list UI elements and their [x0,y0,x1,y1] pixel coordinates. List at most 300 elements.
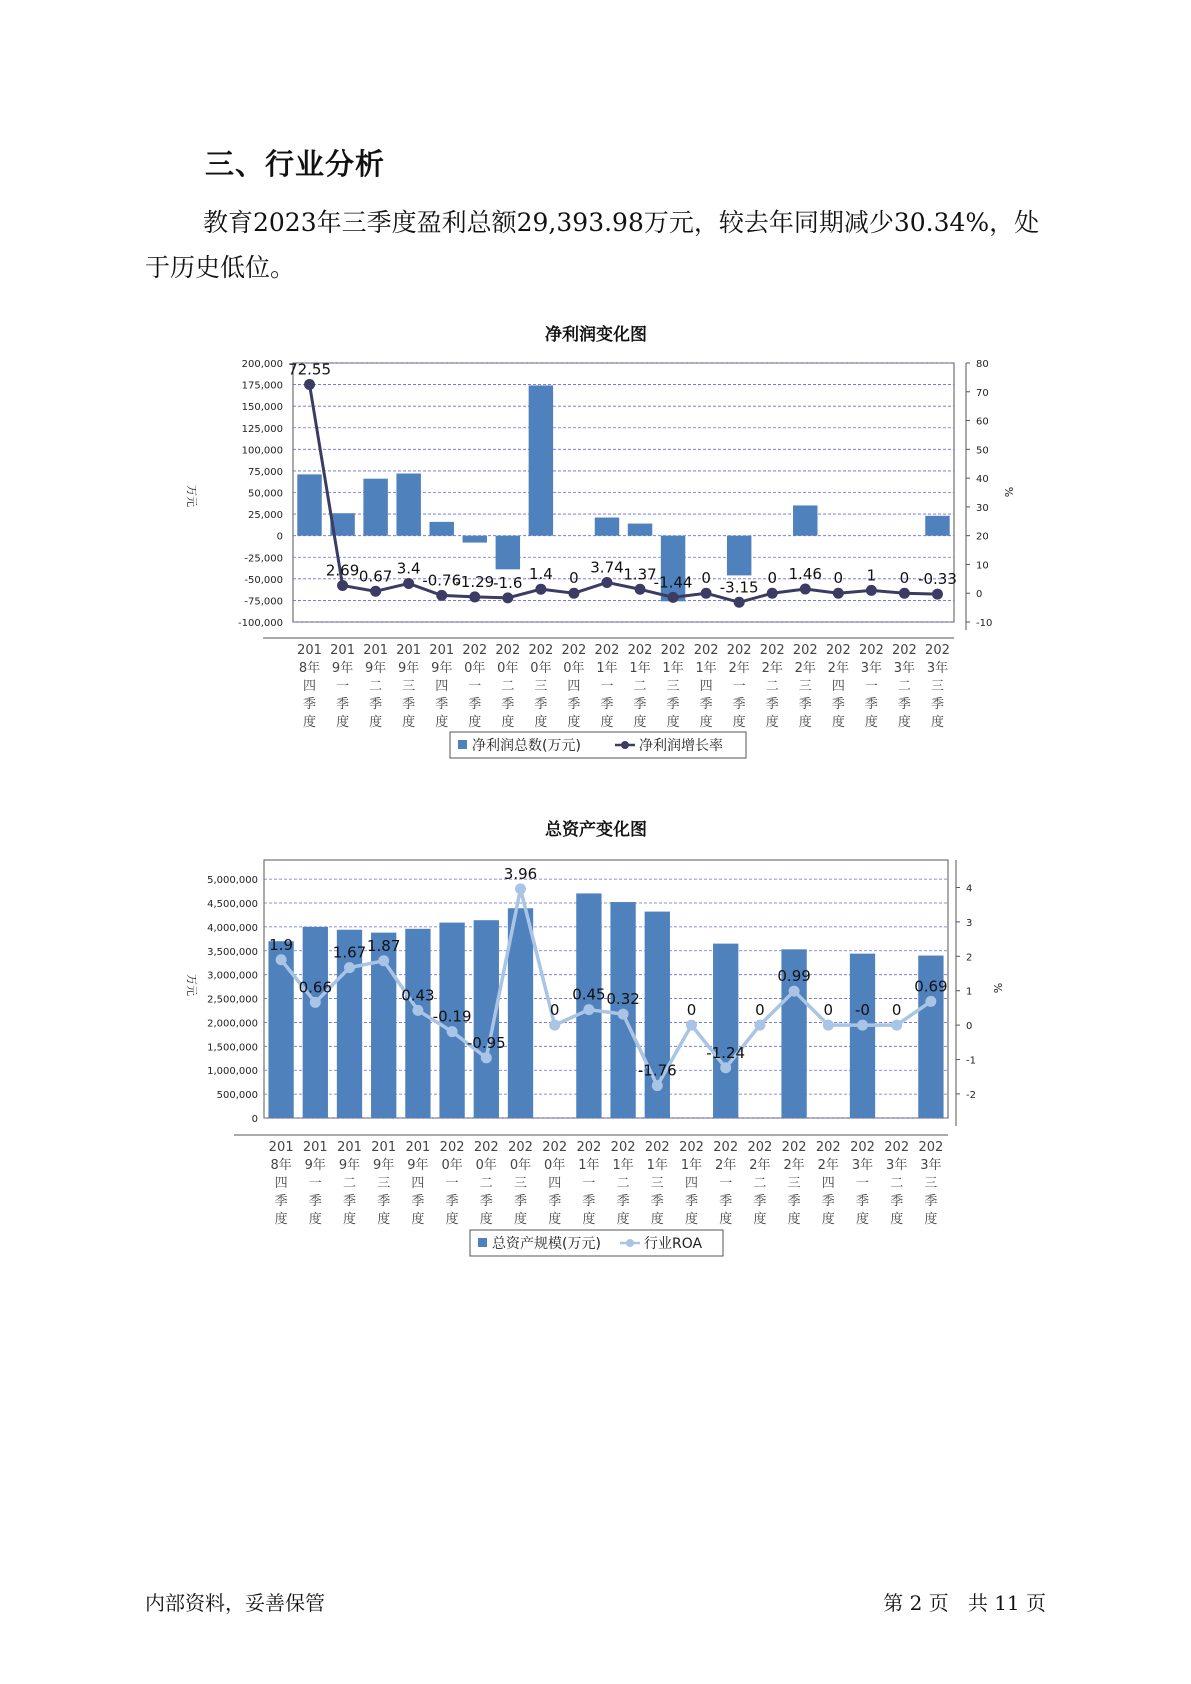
x-tick-label: 9年 [338,1158,361,1173]
line-point [618,1009,629,1020]
x-tick-label: 三 [650,1176,664,1191]
data-label: 1.4 [528,565,553,584]
x-tick-label: 度 [616,1212,630,1227]
x-tick-label: 202 [792,643,818,658]
x-tick-label: 202 [627,643,653,658]
x-tick-label: 度 [411,1212,425,1227]
x-tick-label: 三 [787,1176,801,1191]
x-tick-label: 度 [567,715,581,730]
x-tick-label: 202 [726,643,752,658]
data-label: -0.19 [432,1007,472,1026]
data-label: -1.24 [706,1043,746,1062]
x-tick-label: 202 [759,643,785,658]
x-tick-label: 季 [666,697,680,712]
left-tick-label: 500,000 [216,1090,258,1102]
left-tick-label: 100,000 [241,445,283,457]
x-tick-label: 1年 [662,661,684,676]
x-tick-label: 一 [445,1176,459,1191]
x-tick-label: 202 [439,1140,465,1155]
data-label: 0 [899,569,910,588]
x-tick-label: 度 [336,715,350,730]
x-tick-label: 四 [303,679,317,694]
left-tick-label: -75,000 [244,596,283,608]
line-point [481,1052,492,1063]
x-tick-label: 二 [753,1176,767,1191]
chart-title: 总资产变化图 [545,820,647,840]
x-tick-label: 201 [371,1140,397,1155]
x-tick-label: 201 [268,1140,294,1155]
left-tick-label: 2,500,000 [207,994,258,1006]
x-tick-label: 度 [732,715,746,730]
x-tick-label: 季 [548,1194,562,1209]
legend-bar-swatch [478,1238,487,1247]
bar [405,929,430,1118]
x-tick-label: 季 [855,1194,870,1209]
x-tick-label: 季 [435,697,449,712]
right-tick-label: -1 [966,1055,976,1067]
line-point [344,962,355,973]
line-point [515,883,526,894]
legend-bar-label: 总资产规模(万元) [492,1236,601,1252]
x-tick-label: 202 [495,643,521,658]
x-tick-label: 季 [821,1194,835,1209]
x-tick-label: 度 [821,1212,835,1227]
left-tick-label: 4,500,000 [207,899,258,910]
data-label: 0 [767,569,777,588]
paragraph-text: 教育2023年三季度盈利总额29,393.98万元，较去年同期减少30.34%，处于历史低位。 [145,208,1040,282]
x-tick-label: 1年 [680,1158,703,1173]
x-tick-label: 二 [369,679,383,694]
x-tick-label: 202 [528,643,554,658]
line-point [720,1062,731,1073]
x-tick-label: 度 [582,1212,596,1227]
left-tick-label: 25,000 [248,510,283,522]
line-point [789,986,800,997]
left-axis-label: 万元 [185,485,198,507]
x-tick-label: 度 [684,1212,699,1227]
left-tick-label: 4,000,000 [207,922,258,934]
x-tick-label: 202 [660,643,686,658]
x-tick-label: 季 [924,1194,938,1209]
data-label: 1.37 [623,565,657,584]
x-tick-label: 四 [567,679,581,694]
right-tick-label: 2 [966,952,973,964]
x-tick-label: 季 [369,697,383,712]
x-tick-label: 202 [815,1140,841,1155]
data-label: 1.67 [332,943,367,962]
x-tick-label: 2年 [715,1158,737,1173]
x-tick-label: 季 [831,697,845,712]
x-tick-label: 度 [924,1212,938,1227]
x-tick-label: 度 [831,715,845,730]
x-tick-label: 3年 [886,1158,908,1173]
x-tick-label: 度 [765,715,779,730]
legend-line-label: 行业ROA [644,1236,703,1252]
data-label: 3.96 [503,864,538,883]
x-tick-label: 季 [699,697,713,712]
x-tick-label: 0年 [441,1158,463,1173]
x-tick-label: 季 [411,1194,425,1209]
x-tick-label: 度 [719,1212,733,1227]
x-tick-label: 2年 [794,661,816,676]
x-tick-label: 四 [411,1176,425,1191]
x-tick-label: 二 [479,1176,493,1191]
x-tick-label: 0年 [563,661,585,676]
x-tick-label: 二 [765,679,779,694]
x-tick-label: 度 [864,715,878,730]
left-tick-label: 2,000,000 [207,1018,258,1030]
x-tick-label: 二 [633,679,647,694]
x-tick-label: 0年 [464,661,486,676]
x-tick-label: 度 [479,1212,493,1227]
left-tick-label: -100,000 [238,618,283,629]
x-tick-label: 202 [918,1140,944,1155]
x-tick-label: 度 [342,1212,357,1227]
x-tick-label: 度 [855,1212,870,1227]
x-tick-label: 0年 [530,661,552,676]
data-label: 0.69 [914,977,948,996]
x-tick-label: 度 [303,715,317,730]
x-tick-label: 一 [719,1176,733,1191]
x-tick-label: 度 [501,715,515,730]
x-tick-label: 202 [542,1140,568,1155]
x-tick-label: 度 [699,715,713,730]
left-tick-label: 3,500,000 [207,946,258,958]
x-tick-label: 一 [600,679,614,694]
right-axis-label: % [991,982,1004,994]
line-point [652,1080,663,1091]
line-point [857,1020,868,1031]
x-tick-label: 2年 [761,661,783,676]
x-tick-label: 9年 [331,661,354,676]
plot-area [264,860,948,1118]
x-tick-label: 9年 [364,661,387,676]
line-point [925,996,936,1007]
x-tick-label: 201 [337,1140,362,1155]
data-label: 0 [891,1001,902,1020]
x-tick-label: 三 [924,1176,938,1191]
x-tick-label: 度 [753,1212,767,1227]
line-point [891,1020,902,1031]
data-label: 0.32 [606,990,640,1009]
data-label: -0 [855,1001,870,1020]
x-tick-label: 度 [377,1212,391,1227]
data-label: 0 [549,1001,560,1020]
legend-bar-label: 净利润总数(万元) [472,738,581,754]
x-tick-label: 0年 [544,1158,566,1173]
data-label: -0.33 [918,570,957,589]
data-label: 0.66 [298,978,333,997]
x-tick-label: 季 [650,1194,664,1209]
data-label: -3.15 [719,578,759,597]
left-tick-label: 200,000 [241,359,283,370]
line-point [754,1020,765,1031]
footer-page-number [883,1587,1046,1616]
x-tick-label: 三 [377,1176,391,1191]
x-tick-label: 季 [582,1194,596,1209]
x-tick-label: 季 [303,697,317,712]
x-tick-label: 202 [884,1140,910,1155]
right-tick-label: 40 [976,474,989,486]
x-tick-label: 202 [561,643,587,658]
x-tick-label: 度 [600,715,614,730]
data-label: 2.69 [325,561,360,580]
line-point [823,1020,834,1031]
x-tick-label: 一 [336,679,350,694]
x-tick-label: 二 [616,1176,630,1191]
x-tick-label: 201 [429,643,455,658]
right-tick-label: 80 [976,359,989,370]
x-tick-label: 季 [719,1194,733,1209]
footer-confidential: 内部资料，妥善保管 [145,1591,325,1615]
x-tick-label: 二 [890,1176,904,1191]
x-tick-label: 三 [534,679,548,694]
x-tick-label: 季 [402,697,416,712]
left-tick-label: 125,000 [241,423,283,435]
x-tick-label: 季 [616,1194,630,1209]
x-tick-label: 季 [684,1194,699,1209]
x-tick-label: 三 [402,679,416,694]
right-tick-label: 60 [976,416,989,428]
data-label: 0 [823,1001,834,1020]
x-tick-label: 度 [666,715,680,730]
x-tick-label: 季 [336,697,350,712]
line-point [310,997,321,1008]
right-tick-label: 3 [966,917,973,929]
x-tick-label: 四 [274,1176,288,1191]
bar [268,941,293,1118]
legend [470,1230,723,1256]
x-tick-label: 二 [501,679,515,694]
data-label: 1.46 [788,565,822,584]
left-tick-label: 0 [251,1114,258,1125]
left-tick-label: 1,000,000 [207,1066,258,1078]
line-point [686,1020,697,1031]
data-label: 0.45 [572,985,606,1004]
x-tick-label: 四 [548,1176,562,1191]
left-tick-label: 150,000 [241,402,283,414]
page-unit: 页 [928,1591,949,1615]
total-prefix: 共 [967,1591,988,1615]
left-tick-label: 50,000 [248,488,283,500]
total-unit: 页 [1026,1591,1046,1615]
x-tick-label: 度 [633,715,647,730]
x-tick-label: 季 [567,697,581,712]
x-tick-label: 度 [513,1212,528,1227]
x-tick-label: 1年 [612,1158,634,1173]
data-label: 1 [866,566,877,585]
x-tick-label: 202 [644,1140,670,1155]
x-tick-label: 四 [684,1176,699,1191]
x-tick-label: 四 [699,679,713,694]
x-tick-label: 202 [508,1140,533,1155]
x-tick-label: 季 [633,697,647,712]
right-tick-label: -2 [966,1089,976,1101]
x-tick-label: 0年 [475,1158,497,1173]
x-tick-label: 二 [342,1176,357,1191]
x-tick-label: 季 [732,697,746,712]
x-tick-label: 三 [666,679,680,694]
data-label: 0 [701,569,711,588]
right-tick-label: 20 [976,531,989,543]
x-tick-label: 季 [274,1194,288,1209]
x-tick-label: 季 [890,1194,904,1209]
page-prefix: 第 [883,1591,904,1615]
x-tick-label: 季 [445,1194,459,1209]
x-tick-label: 季 [600,697,614,712]
x-tick-label: 季 [765,697,779,712]
data-label: -1.76 [637,1061,677,1080]
x-tick-label: 度 [274,1212,288,1227]
right-tick-label: 30 [976,502,989,514]
data-label: 0 [569,569,579,588]
x-tick-label: 季 [864,697,878,712]
x-tick-label: 2年 [749,1158,771,1173]
right-tick-label: -10 [976,618,993,629]
data-label: 0.99 [777,967,811,986]
x-tick-label: 9年 [431,661,453,676]
x-tick-label: 季 [501,697,515,712]
x-tick-label: 201 [396,643,422,658]
data-label: -1.44 [653,573,693,592]
x-tick-label: 8年 [270,1158,292,1173]
x-tick-label: 2年 [817,1158,839,1173]
x-tick-label: 季 [897,697,911,712]
x-tick-label: 度 [402,715,416,730]
x-tick-label: 201 [363,643,389,658]
x-tick-label: 1年 [596,661,618,676]
legend-line-label: 净利润增长率 [639,738,723,754]
x-tick-label: 202 [850,1140,875,1155]
line-point [378,955,389,966]
x-tick-label: 9年 [304,1158,326,1173]
data-label: 72.55 [288,360,332,379]
right-tick-label: 70 [976,387,989,399]
left-tick-label: 3,000,000 [207,970,258,982]
left-tick-label: -25,000 [244,553,283,565]
line-point [412,1005,423,1016]
x-tick-label: 1年 [646,1158,668,1173]
data-label: 1.9 [269,935,294,954]
x-tick-label: 201 [405,1140,431,1155]
x-tick-label: 季 [787,1194,801,1209]
x-tick-label: 三 [798,679,812,694]
right-tick-label: 10 [976,560,989,572]
x-tick-label: 201 [297,643,322,658]
data-label: -0.95 [466,1033,506,1052]
x-tick-label: 202 [781,1140,807,1155]
line-point [583,1004,594,1015]
x-tick-label: 度 [890,1212,904,1227]
x-tick-label: 度 [798,715,812,730]
bar [303,927,328,1118]
x-tick-label: 四 [831,679,845,694]
x-tick-label: 一 [468,679,482,694]
line-point [549,1020,560,1031]
data-label: 3.74 [590,558,624,577]
x-tick-label: 1年 [695,661,717,676]
x-tick-label: 0年 [497,661,519,676]
left-axis-label: 万元 [185,974,198,996]
data-label: -0.76 [422,571,462,590]
x-tick-label: 1年 [629,661,651,676]
right-tick-label: 50 [976,445,989,457]
x-tick-label: 三 [930,679,944,694]
x-tick-label: 度 [369,715,383,730]
x-tick-label: 201 [330,643,355,658]
data-label: 0 [755,1001,765,1020]
x-tick-label: 202 [925,643,950,658]
right-tick-label: 0 [966,1021,973,1033]
right-tick-label: 1 [966,986,973,998]
x-tick-label: 202 [825,643,851,658]
x-tick-label: 201 [302,1140,328,1155]
x-tick-label: 四 [435,679,449,694]
x-tick-label: 3年 [851,1158,874,1173]
x-tick-label: 季 [930,697,944,712]
x-tick-label: 2年 [728,661,750,676]
data-label: 3.4 [396,559,421,578]
bar [850,954,875,1118]
right-tick-label: 4 [966,883,973,895]
x-tick-label: 1年 [578,1158,600,1173]
x-tick-label: 度 [308,1212,322,1227]
x-tick-label: 0年 [509,1158,532,1173]
x-tick-label: 202 [693,643,719,658]
x-tick-label: 3年 [893,661,916,676]
bar [713,944,738,1118]
line-point [276,954,287,965]
x-tick-label: 度 [445,1212,459,1227]
x-tick-label: 度 [650,1212,664,1227]
x-tick-label: 度 [435,715,449,730]
x-tick-label: 202 [462,643,488,658]
left-tick-label: 75,000 [248,466,283,478]
x-tick-label: 一 [864,679,878,694]
x-tick-label: 季 [479,1194,493,1209]
x-tick-label: 度 [787,1212,801,1227]
section-heading: 三、行业分析 [205,147,386,181]
x-tick-label: 202 [747,1140,773,1155]
x-tick-label: 202 [473,1140,499,1155]
x-tick-label: 8年 [298,661,321,676]
x-tick-label: 202 [610,1140,636,1155]
x-tick-label: 一 [732,679,746,694]
x-tick-label: 202 [892,643,917,658]
x-tick-label: 202 [713,1140,739,1155]
x-tick-label: 季 [798,697,812,712]
left-tick-label: 175,000 [241,380,283,392]
x-tick-label: 3年 [920,1158,942,1173]
data-label: 0.67 [358,567,393,586]
x-tick-label: 季 [513,1194,528,1209]
data-label: 0.43 [401,986,435,1005]
x-tick-label: 9年 [407,1158,429,1173]
x-tick-label: 季 [468,697,482,712]
x-tick-label: 度 [897,715,911,730]
x-tick-label: 2年 [827,661,849,676]
right-tick-label: 0 [976,589,983,601]
x-tick-label: 202 [679,1140,704,1155]
x-tick-label: 度 [930,715,944,730]
legend-line-marker [626,1239,634,1247]
x-tick-label: 9年 [373,1158,395,1173]
x-tick-label: 202 [576,1140,602,1155]
x-tick-label: 202 [858,643,884,658]
x-tick-label: 3年 [860,661,883,676]
total-num: 11 [994,1591,1020,1615]
x-tick-label: 一 [308,1176,322,1191]
